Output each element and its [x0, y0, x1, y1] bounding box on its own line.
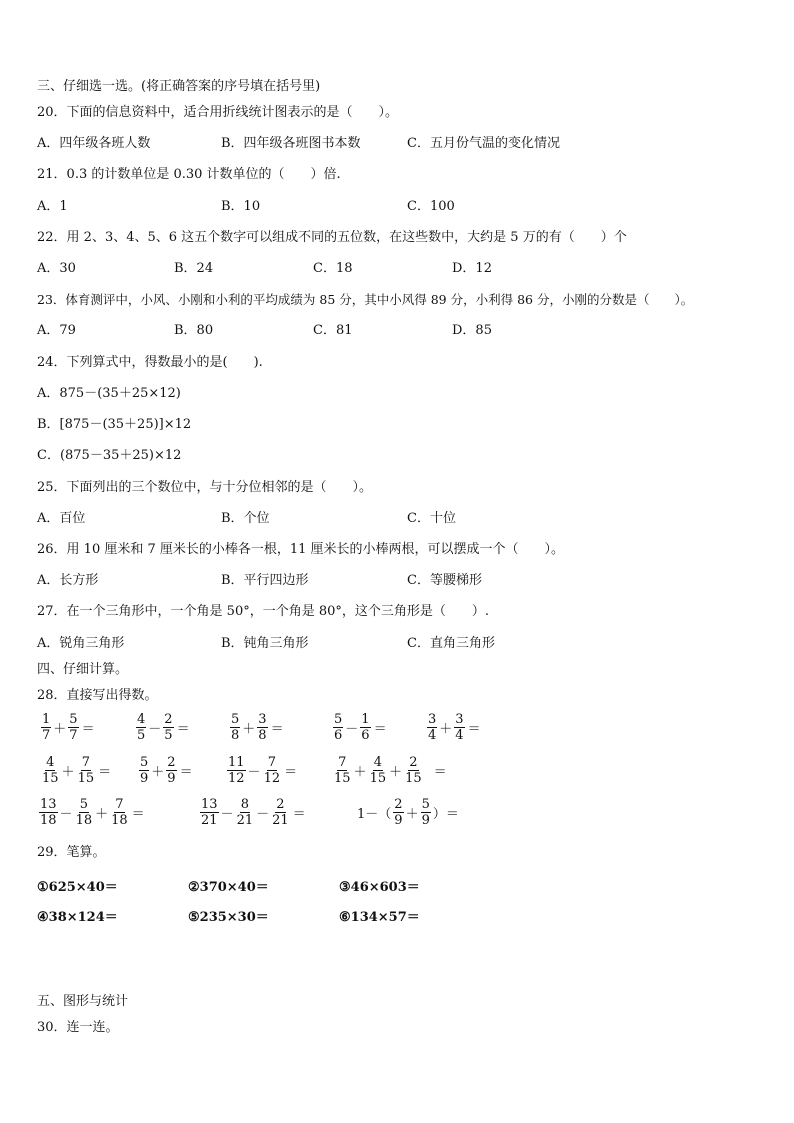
q20-option-a: A．四年级各班人数: [37, 136, 151, 151]
fraction: [393, 797, 403, 828]
trailing-term: ）＝: [432, 807, 459, 822]
fraction-expression: [40, 712, 95, 743]
calc-problem-6: ⑥134×57＝: [339, 910, 420, 925]
numerator: 13: [201, 797, 218, 812]
denominator: 18: [40, 813, 57, 828]
denominator: 6: [361, 728, 370, 743]
denominator: 9: [140, 771, 149, 786]
denominator: 9: [167, 771, 176, 786]
denominator: 4: [428, 728, 437, 743]
numerator: 2: [394, 797, 403, 812]
fraction: [369, 755, 388, 786]
operator: －: [148, 722, 162, 737]
fraction: [333, 712, 343, 743]
equals-sign: ＝: [292, 807, 306, 822]
question-24: 24．下列算式中，得数最小的是( ).: [37, 355, 263, 370]
equals-sign: ＝: [373, 722, 387, 737]
question-23: 23．体育测评中，小风、小刚和小利的平均成绩为 85 分，其中小风得 89 分，小利得 86 分，小刚的分数是（ ）。: [37, 292, 694, 307]
denominator: 15: [42, 771, 59, 786]
fraction-expression: [229, 712, 284, 743]
fraction: [236, 797, 255, 828]
equals-sign: ＝: [270, 722, 284, 737]
fraction-expression: [38, 797, 145, 828]
equals-sign: ＝: [81, 722, 95, 737]
question-29: 29．笔算。: [37, 845, 106, 860]
fraction-expression: [40, 755, 111, 786]
numerator: 4: [46, 755, 55, 770]
q21-option-a: A．1: [37, 199, 68, 214]
fraction: [427, 712, 437, 743]
fraction: [227, 755, 246, 786]
fraction: [163, 712, 173, 743]
operator: －: [345, 722, 359, 737]
q26-option-b: B．平行四边形: [221, 573, 309, 588]
operator: ＋: [95, 807, 109, 822]
question-30: 30．连一连。: [37, 1020, 119, 1035]
q25-option-b: B．个位: [221, 511, 270, 526]
numerator: 7: [81, 755, 90, 770]
fraction-expression: [426, 712, 481, 743]
q22-option-d: D．12: [452, 261, 492, 276]
calc-problem-1: ①625×40＝: [37, 880, 118, 895]
q24-option-c: C．(875－35＋25)×12: [37, 448, 182, 463]
denominator: 21: [272, 813, 289, 828]
fraction: [454, 712, 464, 743]
q23-option-c: C．81: [313, 323, 353, 338]
fraction-expression: [332, 755, 447, 786]
denominator: 15: [334, 771, 351, 786]
numerator: 4: [137, 712, 146, 727]
fraction: [421, 797, 431, 828]
denominator: 21: [201, 813, 218, 828]
q25-option-a: A．百位: [37, 511, 86, 526]
fraction: [136, 712, 146, 743]
operator: ＋: [53, 722, 67, 737]
denominator: 8: [258, 728, 267, 743]
q23-option-a: A．79: [37, 323, 76, 338]
denominator: 4: [455, 728, 464, 743]
equals-sign: ＝: [176, 722, 190, 737]
operator: －: [247, 765, 261, 780]
section-4-title: 四、仔细计算。: [37, 662, 129, 677]
fraction-expression: [138, 755, 193, 786]
q23-option-b: B．80: [174, 323, 214, 338]
numerator: 7: [267, 755, 276, 770]
denominator: 21: [236, 813, 254, 828]
fraction-expression: [226, 755, 297, 786]
numerator: 5: [231, 712, 240, 727]
denominator: 9: [421, 813, 430, 828]
fraction-expression: [356, 797, 460, 828]
equals-sign: ＝: [284, 765, 298, 780]
question-20: 20．下面的信息资料中，适合用折线统计图表示的是（ ）。: [37, 105, 399, 120]
fraction: [200, 797, 219, 828]
q20-option-b: B．四年级各班图书本数: [221, 136, 361, 151]
numerator: 7: [115, 797, 124, 812]
operator: ＋: [61, 765, 75, 780]
q21-option-b: B．10: [221, 199, 261, 214]
denominator: 18: [111, 813, 128, 828]
section-5-title: 五、图形与统计: [37, 994, 129, 1009]
fraction: [271, 797, 290, 828]
fraction: [77, 755, 96, 786]
fraction: [404, 755, 423, 786]
numerator: 2: [164, 712, 173, 727]
operator: －: [220, 807, 234, 822]
denominator: 7: [69, 728, 78, 743]
q21-option-c: C．100: [407, 199, 455, 214]
numerator: 3: [428, 712, 437, 727]
operator: ＋: [389, 765, 403, 780]
fraction: [39, 797, 58, 828]
numerator: 5: [79, 797, 88, 812]
numerator: 3: [258, 712, 267, 727]
q24-option-b: B．[875－(35＋25)]×12: [37, 417, 192, 432]
denominator: 7: [42, 728, 51, 743]
fraction: [263, 755, 282, 786]
denominator: 9: [394, 813, 403, 828]
denominator: 15: [369, 771, 387, 786]
numerator: 1: [361, 712, 370, 727]
numerator: 8: [240, 797, 249, 812]
q27-option-a: A．锐角三角形: [37, 636, 125, 651]
fraction: [257, 712, 267, 743]
fraction: [360, 712, 370, 743]
question-28: 28．直接写出得数。: [37, 688, 158, 703]
fraction: [230, 712, 240, 743]
denominator: 6: [334, 728, 343, 743]
operator: ＋: [242, 722, 256, 737]
q23-option-d: D．85: [452, 323, 492, 338]
numerator: 11: [228, 755, 245, 770]
q27-option-b: B．钝角三角形: [221, 636, 309, 651]
denominator: 18: [75, 813, 93, 828]
denominator: 5: [137, 728, 146, 743]
q25-option-c: C．十位: [407, 511, 456, 526]
question-22: 22．用 2、3、4、5、6 这五个数字可以组成不同的五位数，在这些数中，大约是 5 万的有（ ）个: [37, 230, 627, 245]
q22-option-c: C．18: [313, 261, 353, 276]
q24-option-a: A．875－(35＋25×12): [37, 386, 181, 401]
q22-option-b: B．24: [174, 261, 214, 276]
equals-sign: ＝: [433, 765, 447, 780]
denominator: 15: [405, 771, 422, 786]
operator: ＋: [353, 765, 367, 780]
calc-problem-4: ④38×124＝: [37, 910, 118, 925]
fraction: [41, 755, 60, 786]
q22-option-a: A．30: [37, 261, 76, 276]
denominator: 8: [231, 728, 240, 743]
q20-option-c: C．五月份气温的变化情况: [407, 136, 560, 151]
numerator: 3: [455, 712, 464, 727]
q27-option-c: C．直角三角形: [407, 636, 495, 651]
numerator: 2: [276, 797, 285, 812]
fraction: [110, 797, 129, 828]
fraction: [41, 712, 51, 743]
q26-option-c: C．等腰梯形: [407, 573, 482, 588]
numerator: 4: [373, 755, 382, 770]
question-27: 27．在一个三角形中，一个角是 50°，一个角是 80°，这个三角形是（ ）.: [37, 604, 490, 619]
operator: ＋: [405, 807, 419, 822]
numerator: 5: [421, 797, 430, 812]
fraction-expression: [135, 712, 190, 743]
question-25: 25．下面列出的三个数位中，与十分位相邻的是（ ）。: [37, 480, 373, 495]
numerator: 5: [334, 712, 343, 727]
fraction: [139, 755, 149, 786]
numerator: 5: [140, 755, 149, 770]
operator: －: [59, 807, 73, 822]
numerator: 13: [40, 797, 57, 812]
denominator: 5: [164, 728, 173, 743]
fraction: [68, 712, 78, 743]
fraction: [166, 755, 176, 786]
calc-problem-3: ③46×603＝: [339, 880, 420, 895]
numerator: 2: [167, 755, 176, 770]
fraction: [333, 755, 352, 786]
leading-term: 1－（: [357, 807, 392, 822]
equals-sign: ＝: [179, 765, 193, 780]
q26-option-a: A．长方形: [37, 573, 99, 588]
equals-sign: ＝: [98, 765, 112, 780]
operator: ＋: [151, 765, 165, 780]
fraction: [75, 797, 94, 828]
question-26: 26．用 10 厘米和 7 厘米长的小棒各一根，11 厘米长的小棒两根，可以摆成一个（ ）。: [37, 542, 565, 557]
question-21: 21．0.3 的计数单位是 0.30 计数单位的（ ）倍.: [37, 167, 341, 182]
calc-problem-2: ②370×40＝: [188, 880, 269, 895]
numerator: 5: [69, 712, 78, 727]
numerator: 7: [338, 755, 347, 770]
fraction-expression: [199, 797, 306, 828]
operator: －: [256, 807, 270, 822]
operator: ＋: [439, 722, 453, 737]
denominator: 12: [263, 771, 281, 786]
numerator: 1: [42, 712, 51, 727]
equals-sign: ＝: [131, 807, 145, 822]
section-3-title: 三、仔细选一选。(将正确答案的序号填在括号里): [37, 79, 321, 94]
denominator: 15: [77, 771, 95, 786]
denominator: 12: [228, 771, 245, 786]
calc-problem-5: ⑤235×30＝: [188, 910, 269, 925]
fraction-expression: [332, 712, 387, 743]
equals-sign: ＝: [467, 722, 481, 737]
numerator: 2: [409, 755, 418, 770]
